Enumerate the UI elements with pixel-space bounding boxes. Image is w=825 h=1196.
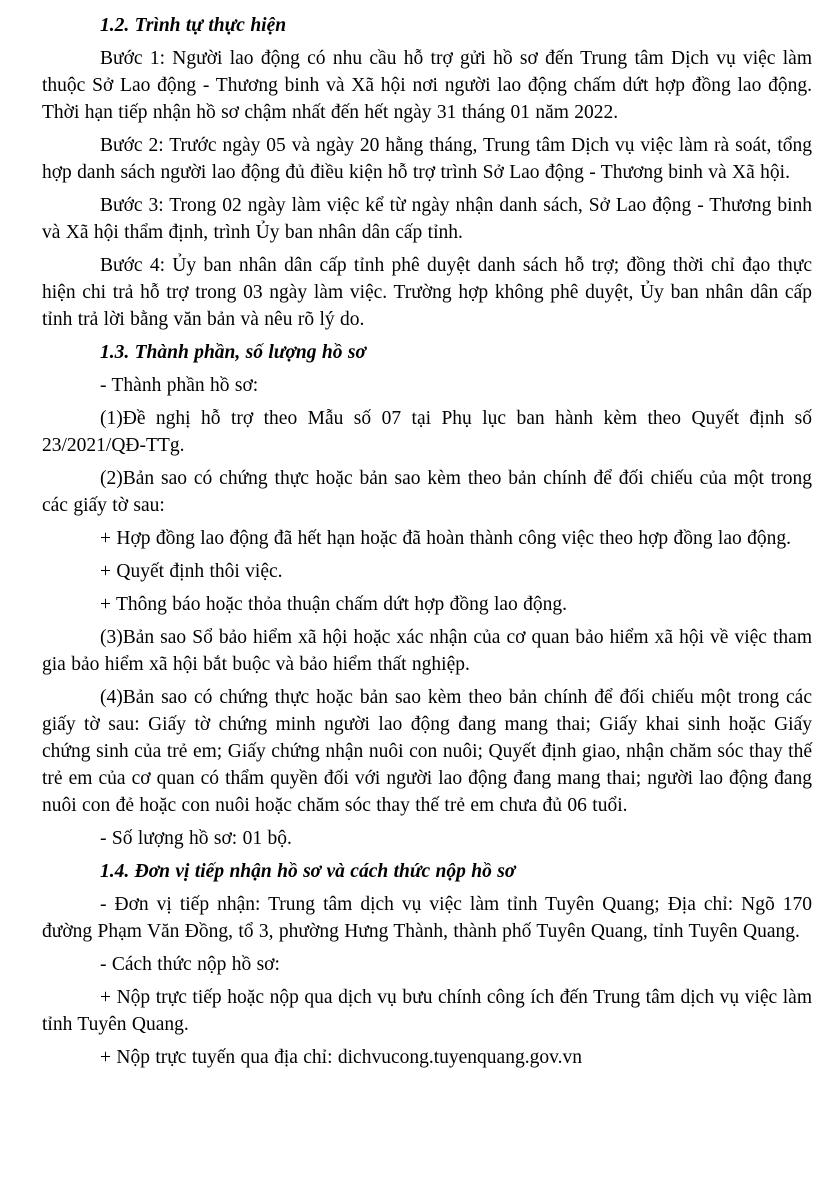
paragraph-dossier-components: - Thành phần hồ sơ: — [100, 375, 259, 396]
paragraph-submit-online: + Nộp trực tuyến qua địa chỉ: dichvucong.tuyenquang.gov.vn — [100, 1047, 582, 1068]
paragraph-submit-in-person: + Nộp trực tiếp hoặc nộp qua dịch vụ bưu chính công ích đến Trung tâm dịch vụ việc làm tỉnh Tuyên Quang. — [42, 987, 812, 1035]
paragraph-dossier-quantity: - Số lượng hồ sơ: 01 bộ. — [100, 828, 292, 849]
paragraph-item-1: (1)Đề nghị hỗ trợ theo Mẫu số 07 tại Phụ lục ban hành kèm theo Quyết định số 23/2021/QĐ-TTg. — [42, 408, 812, 456]
paragraph-item-2-sub-contract: + Hợp đồng lao động đã hết hạn hoặc đã hoàn thành công việc theo hợp đồng lao động. — [100, 528, 792, 549]
section-heading-1-2: 1.2. Trình tự thực hiện — [100, 15, 287, 36]
paragraph-submission-methods: - Cách thức nộp hồ sơ: — [100, 954, 280, 975]
paragraph-item-2-sub-notice: + Thông báo hoặc thỏa thuận chấm dứt hợp đồng lao động. — [100, 594, 568, 615]
paragraph-item-3: (3)Bản sao Sổ bảo hiểm xã hội hoặc xác nhận của cơ quan bảo hiểm xã hội về việc tham gia bảo hiểm xã hội bắt buộc và bảo hiểm thất nghiệp. — [42, 627, 812, 675]
paragraph-item-4: (4)Bản sao có chứng thực hoặc bản sao kèm theo bản chính để đối chiếu một trong các giấy tờ sau: Giấy tờ chứng minh người lao động đang mang thai; Giấy khai sinh hoặc Giấy chứng sinh của trẻ em; Giấy chứng nhận nuôi con nuôi; Quyết định giao, nhận chăm sóc thay thế trẻ em của cơ quan có thẩm quyền đối với người lao động đang mang thai; người lao động đang nuôi con đẻ hoặc con nuôi hoặc chăm sóc thay thế trẻ em chưa đủ 06 tuổi. — [42, 687, 812, 816]
paragraph-step-4: Bước 4: Ủy ban nhân dân cấp tỉnh phê duyệt danh sách hỗ trợ; đồng thời chỉ đạo thực hiện chi trả hỗ trợ trong 03 ngày làm việc. Trường hợp không phê duyệt, Ủy ban nhân dân cấp tỉnh trả lời bằng văn bản và nêu rõ lý do. — [42, 255, 812, 330]
section-heading-1-4: 1.4. Đơn vị tiếp nhận hồ sơ và cách thức nộp hồ sơ — [100, 861, 516, 882]
paragraph-item-2-sub-decision: + Quyết định thôi việc. — [100, 561, 283, 582]
paragraph-step-2: Bước 2: Trước ngày 05 và ngày 20 hằng tháng, Trung tâm Dịch vụ việc làm rà soát, tổng hợp danh sách người lao động đủ điều kiện hỗ trợ trình Sở Lao động - Thương binh và Xã hội. — [42, 135, 812, 183]
paragraph-step-3: Bước 3: Trong 02 ngày làm việc kể từ ngày nhận danh sách, Sở Lao động - Thương binh và Xã hội thẩm định, trình Ủy ban nhân dân cấp tỉnh. — [42, 195, 812, 243]
paragraph-item-2: (2)Bản sao có chứng thực hoặc bản sao kèm theo bản chính để đối chiếu của một trong các giấy tờ sau: — [42, 468, 812, 516]
section-heading-1-3: 1.3. Thành phần, số lượng hồ sơ — [100, 342, 366, 363]
paragraph-receiving-unit: - Đơn vị tiếp nhận: Trung tâm dịch vụ việc làm tỉnh Tuyên Quang; Địa chỉ: Ngõ 170 đường Phạm Văn Đồng, tổ 3, phường Hưng Thành, thành phố Tuyên Quang, tỉnh Tuyên Quang. — [42, 894, 812, 942]
paragraph-step-1: Bước 1: Người lao động có nhu cầu hỗ trợ gửi hồ sơ đến Trung tâm Dịch vụ việc làm thuộc Sở Lao động - Thương binh và Xã hội nơi người lao động chấm dứt hợp đồng lao động. Thời hạn tiếp nhận hồ sơ chậm nhất đến hết ngày 31 tháng 01 năm 2022. — [42, 48, 812, 123]
